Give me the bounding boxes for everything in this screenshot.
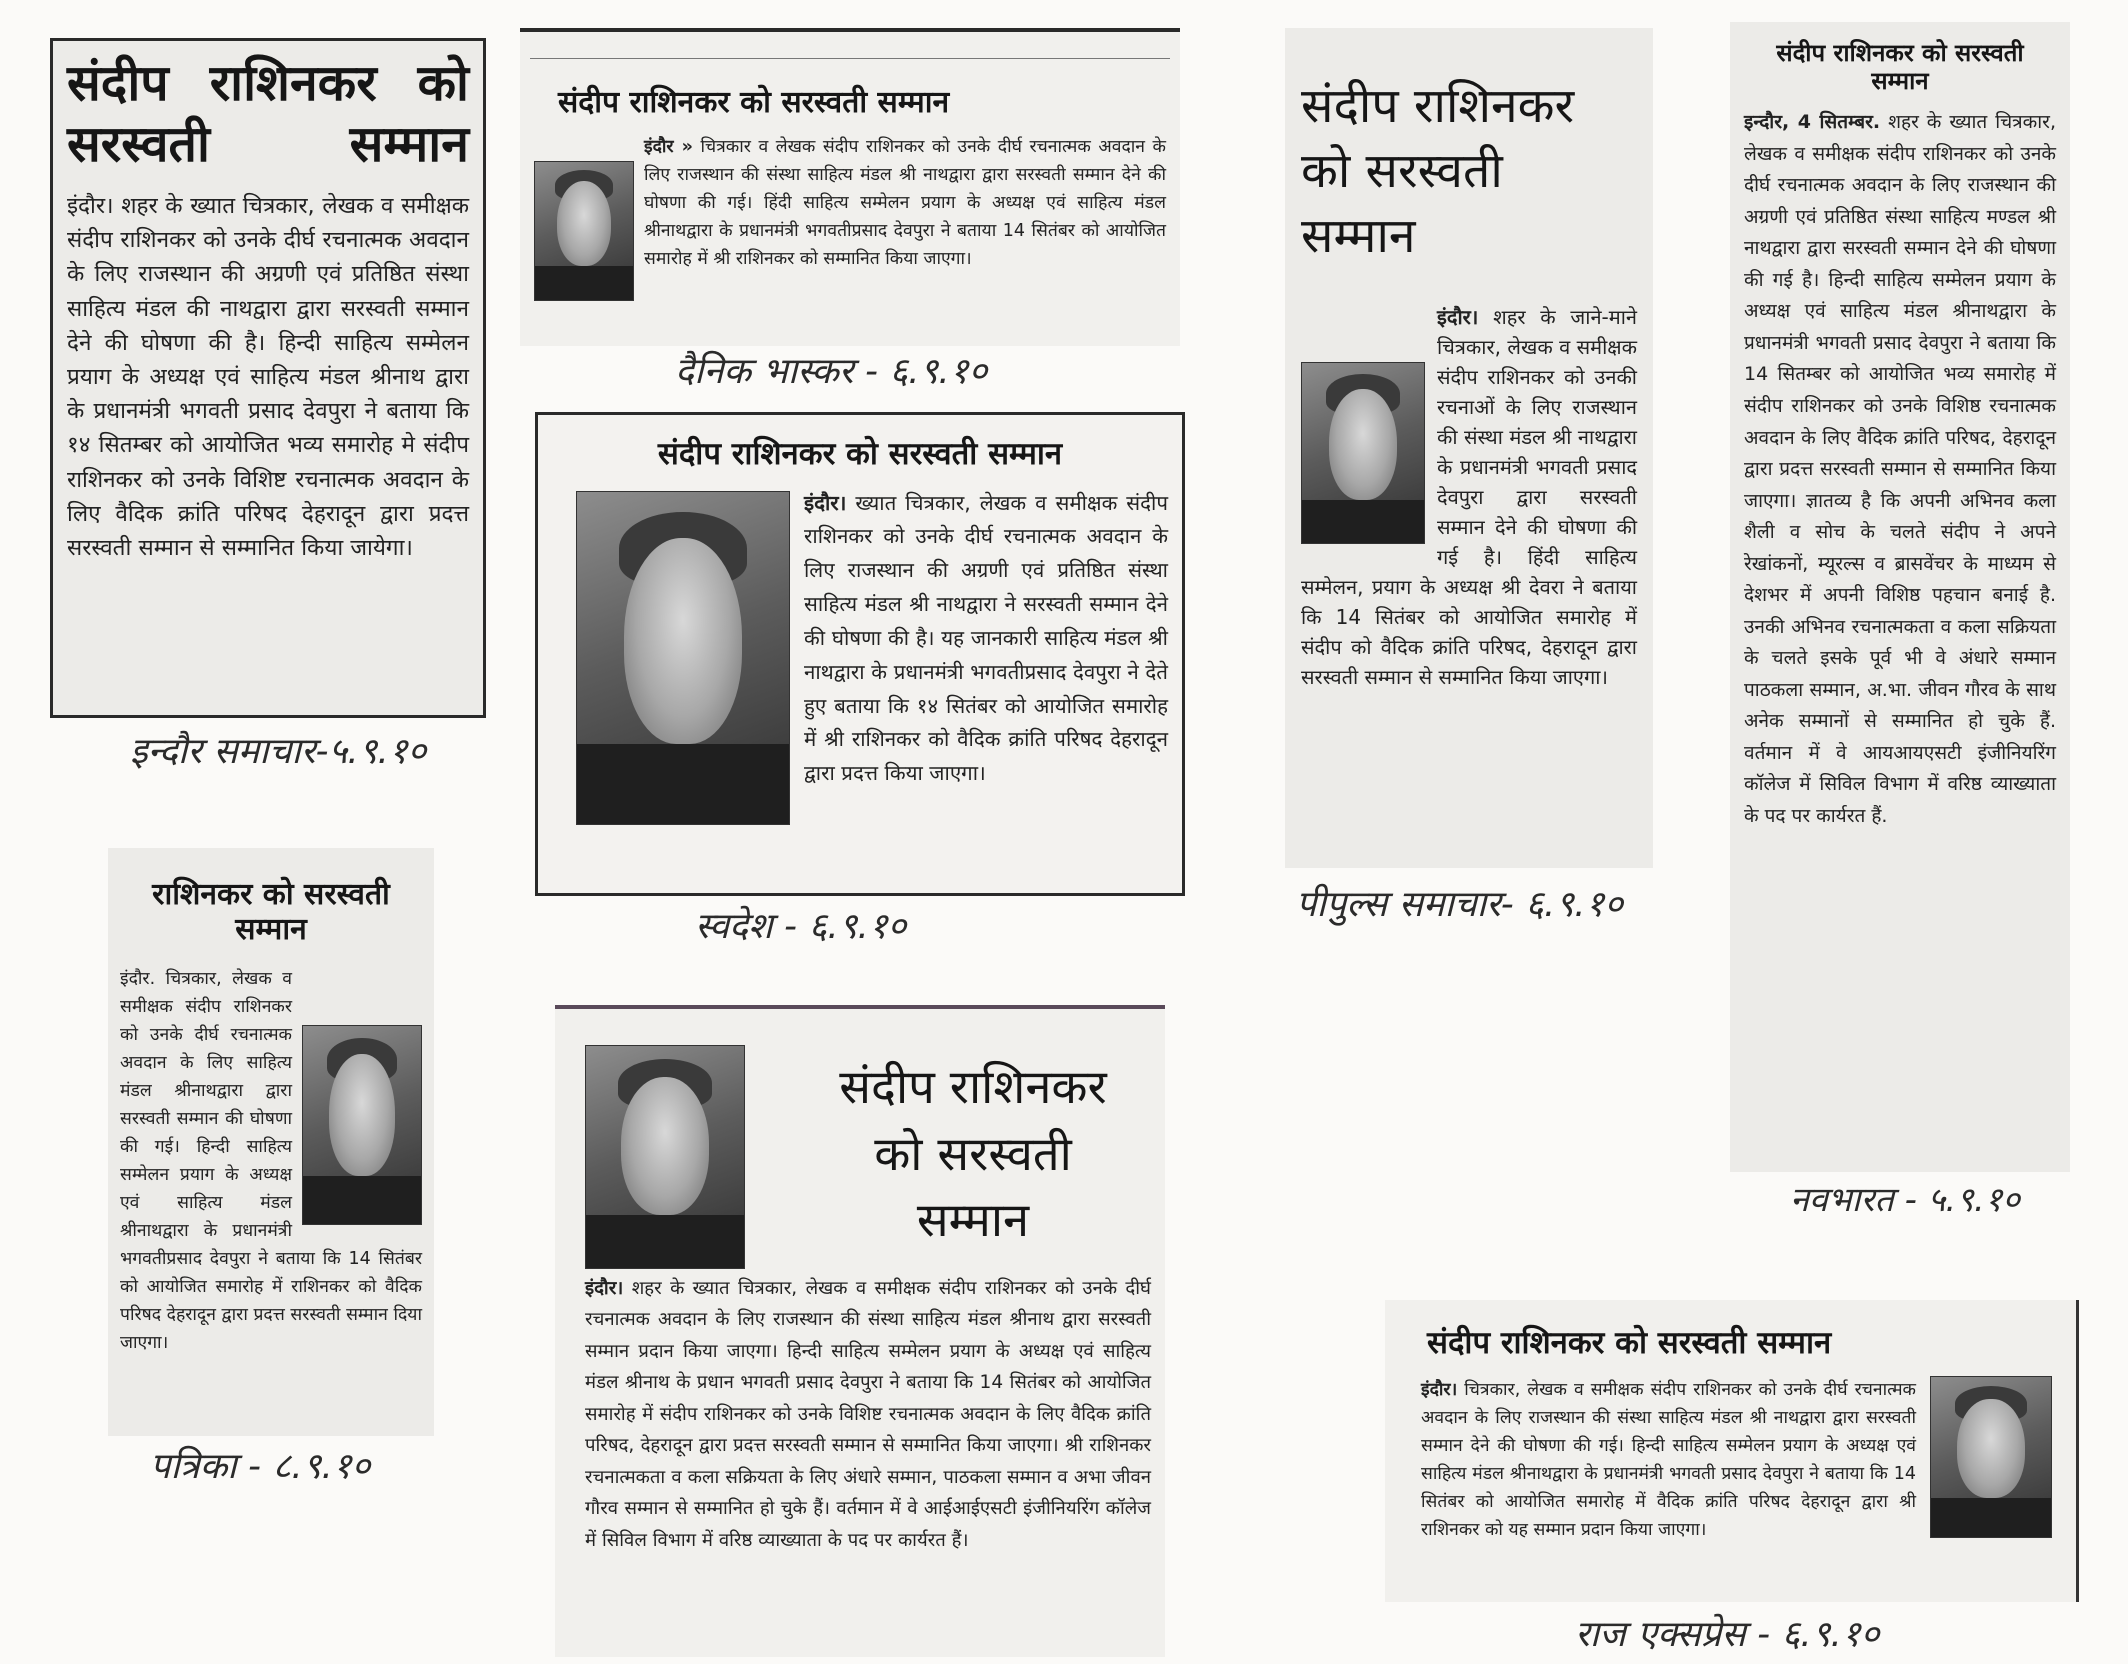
clipping-source-label: इन्दौर समाचार-५.९.१० <box>130 731 427 772</box>
clipping-indore-samachar <box>50 38 486 718</box>
portrait-photo <box>576 491 790 825</box>
clipping-body: शहर के ख्यात चित्रकार, लेखक व समीक्षक संदीप राशिनकर को उनके दीर्घ रचनात्मक अवदान के लिए राजस्थान की संस्था साहित्य मंडल श्रीनाथ द्वारा सरस्वती सम्मान प्रदान किया जाएगा। हिन्दी साहित्य सम्मेलन प्रयाग के अध्यक्ष एवं साहित्य मंडल श्रीनाथ के प्रधान भगवती प्रसाद देवपुरा ने बताया कि 14 सितंबर को आयोजित समारोह में संदीप राशिनकर को उनके विशिष्ट रचनात्मक अवदान के लिए वैदिक क्रांति परिषद, देहरादून द्वारा प्रदत्त सरस्वती सम्मान से सम्मानित किया जाएगा। श्री राशिनकर रचनात्मकता व कला सक्रियता के लिए अंधारे सम्मान, पाठकला सम्मान व अभा जीवन गौरव सम्मान से सम्मानित हो चुके हैं। वर्तमान में वे आईआईएसटी इंजीनियरिंग कॉलेज में सिविल विभाग में वरिष्ठ व्याख्याता के पद पर कार्यरत हैं। <box>585 1278 1151 1551</box>
clipping-source-label: पीपुल्स समाचार- ६.९.१० <box>1296 884 1623 925</box>
clipping-headline: संदीप राशिनकर को सरस्वती सम्मान <box>1427 1325 1832 1361</box>
portrait-photo <box>585 1045 745 1269</box>
clipping-headline: संदीप राशिनकर को सरस्वती सम्मान <box>67 54 469 173</box>
clipping-dateline: इन्दौर, 4 सितम्बर. <box>1744 111 1881 134</box>
clipping-dateline: इंदौर। <box>1437 305 1479 330</box>
clipping-headline: राशिनकर को सरस्वती सम्मान <box>152 877 390 947</box>
clipping-source-label: पत्रिका - ८.९.१० <box>150 1446 371 1487</box>
clipping-center-bottom <box>555 1005 1165 1657</box>
clipping-peoples-samachar <box>1285 28 1653 868</box>
clipping-headline: संदीप राशिनकर को सरस्वती सम्मान <box>1776 39 2024 95</box>
clipping-headline: संदीप राशिनकर को सरस्वती सम्मान <box>839 1060 1107 1249</box>
clipping-dateline: इंदौर। <box>585 1278 624 1299</box>
portrait-photo <box>1301 362 1425 544</box>
clipping-dainik-bhaskar <box>520 28 1180 346</box>
clipping-source-label: स्वदेश - ६.९.१० <box>695 906 907 947</box>
clipping-body: इंदौर. चित्रकार, लेखक व समीक्षक संदीप राशिनकर को उनके दीर्घ रचनात्मक अवदान के लिए साहित्य मंडल श्रीनाथद्वारा द्वारा सरस्वती सम्मान की घोषणा की गई। हिन्दी साहित्य सम्मेलन प्रयाग के अध्यक्ष एवं साहित्य मंडल श्रीनाथद्वारा के प्रधानमंत्री भगवतीप्रसाद देवपुरा ने बताया कि 14 सितंबर को आयोजित समारोह में राशिनकर को वैदिक परिषद देहरादून द्वारा प्रदत्त सरस्वती सम्मान दिया जाएगा। <box>120 969 422 1353</box>
clipping-dateline: इंदौर। <box>804 490 847 515</box>
clipping-headline: संदीप राशिनकर को सरस्वती सम्मान <box>657 436 1063 472</box>
portrait-photo <box>1930 1376 2052 1538</box>
clipping-source-label: नवभारत - ५.९.१० <box>1790 1180 2020 1220</box>
clipping-swadesh <box>535 412 1185 896</box>
clipping-dateline: इंदौर। <box>1421 1379 1458 1400</box>
clipping-patrika <box>108 848 434 1436</box>
clipping-body: चित्रकार व लेखक संदीप राशिनकर को उनके दीर्घ रचनात्मक अवदान के लिए राजस्थान की संस्था साहित्य मंडल श्री नाथद्वारा द्वारा सरस्वती सम्मान देने की घोषणा की गई। हिंदी साहित्य सम्मेलन प्रयाग के अध्यक्ष एवं साहित्य मंडल श्रीनाथद्वारा के प्रधानमंत्री भगवतीप्रसाद देवपुरा ने बताया 14 सितंबर को आयोजित समारोह में श्री राशिनकर को सम्मानित किया जाएगा। <box>644 136 1166 269</box>
portrait-photo <box>534 161 634 301</box>
clipping-body: ख्यात चित्रकार, लेखक व समीक्षक संदीप राशिनकर को उनके दीर्घ रचनात्मक अवदान के लिए राजस्थान की अग्रणी एवं प्रतिष्ठित संस्था साहित्य मंडल श्री नाथद्वारा ने सरस्वती सम्मान देने की घोषणा की है। यह जानकारी साहित्य मंडल श्री नाथद्वारा के प्रधानमंत्री भगवतीप्रसाद देवपुरा ने देते हुए बताया कि १४ सितंबर को आयोजित समारोह में श्री राशिनकर को वैदिक क्रांति परिषद देहरादून द्वारा प्रदत्त किया जाएगा। <box>804 490 1168 786</box>
clipping-body: शहर के ख्यात चित्रकार, लेखक व समीक्षक संदीप राशिनकर को उनके दीर्घ रचनात्मक अवदान के लिए राजस्थान की अग्रणी एवं प्रतिष्ठित संस्था साहित्य मण्डल श्री नाथद्वारा द्वारा सरस्वती सम्मान देने की घोषणा की गई है। हिन्दी साहित्य सम्मेलन प्रयाग के अध्यक्ष एवं साहित्य मंडल श्रीनाथद्वारा के प्रधानमंत्री भगवती प्रसाद देवपुरा ने बताया कि 14 सितम्बर को आयोजित भव्य समारोह में संदीप राशिनकर को उनके विशिष्ठ रचनात्मक अवदान के लिए वैदिक क्रांति परिषद, देहरादून द्वारा प्रदत्त सरस्वती सम्मान से सम्मानित किया जाएगा। ज्ञातव्य है कि अपनी अभिनव कला शैली व सोच के चलते संदीप ने अपने रेखांकनों, म्यूरल्स व ब्रासवेंचर के माध्यम से देशभर में अपनी विशिष्ठ पहचान बनाई है. उनकी अभिनव रचनात्मकता व कला सक्रियता के चलते इसके पूर्व भी वे अंधारे सम्मान पाठकला सम्मान, अ.भा. जीवन गौरव के साथ अनेक सम्मानों से सम्मानित हो चुके हैं. वर्तमान में वे आयआयएसटी इंजीनियरिंग कॉलेज में सिविल विभाग में वरिष्ठ व्याख्याता के पद पर कार्यरत हैं. <box>1744 111 2056 827</box>
clipping-body: शहर के जाने-माने चित्रकार, लेखक व समीक्षक संदीप राशिनकर को उनकी रचनाओं के लिए राजस्थान की संस्था मंडल श्री नाथद्वारा के प्रधानमंत्री भगवती प्रसाद देवपुरा द्वारा सरस्वती सम्मान देने की घोषणा की गई है। हिंदी साहित्य सम्मेलन, प्रयाग के अध्यक्ष श्री देवरा ने बताया कि 14 सितंबर को आयोजित समारोह में संदीप को वैदिक क्रांति परिषद, देहरादून द्वारा सरस्वती सम्मान से सम्मानित किया जाएगा। <box>1301 305 1637 690</box>
clipping-navbharat <box>1730 22 2070 1172</box>
clipping-headline: संदीप राशिनकर को सरस्वती सम्मान <box>558 85 950 120</box>
portrait-photo <box>302 1025 422 1225</box>
clipping-source-label: दैनिक भास्कर - ६.९.१० <box>675 351 988 392</box>
clipping-headline: संदीप राशिनकर को सरस्वती सम्मान <box>1301 78 1575 264</box>
clipping-raj-express <box>1385 1300 2079 1602</box>
clipping-dateline: इंदौर » <box>644 136 693 157</box>
clipping-body: चित्रकार, लेखक व समीक्षक संदीप राशिनकर को उनके दीर्घ रचनात्मक अवदान के लिए राजस्थान की संस्था साहित्य मंडल श्री नाथद्वारा द्वारा सरस्वती सम्मान देने की घोषणा की गई। हिन्दी साहित्य सम्मेलन प्रयाग के अध्यक्ष एवं साहित्य मंडल श्रीनाथद्वारा के प्रधानमंत्री भगवती प्रसाद देवपुरा ने बताया कि 14 सितंबर को आयोजित समारोह में वैदिक क्रांति परिषद देहरादून द्वारा श्री राशिनकर को यह सम्मान प्रदान किया जाएगा। <box>1421 1379 1916 1540</box>
clipping-body: इंदौर। शहर के ख्यात चित्रकार, लेखक व समीक्षक संदीप राशिनकर को उनके दीर्घ रचनात्मक अवदान के लिए राजस्थान की अग्रणी एवं प्रतिष्ठित संस्था साहित्य मंडल की नाथद्वारा द्वारा सरस्वती सम्मान देने की घोषणा की है। हिन्दी साहित्य सम्मेलन प्रयाग के अध्यक्ष एवं साहित्य मंडल श्रीनाथ द्वारा के प्रधानमंत्री भगवती प्रसाद देवपुरा ने बताया कि १४ सितम्बर को आयोजित भव्य समारोह मे संदीप राशिनकर को उनके विशिष्ट रचनात्मक अवदान के लिए वैदिक क्रांति परिषद देहरादून द्वारा प्रदत्त सरस्वती सम्मान से सम्मानित किया जायेगा। <box>67 193 469 561</box>
clipping-source-label: राज एक्सप्रेस - ६.९.१० <box>1575 1614 1880 1655</box>
